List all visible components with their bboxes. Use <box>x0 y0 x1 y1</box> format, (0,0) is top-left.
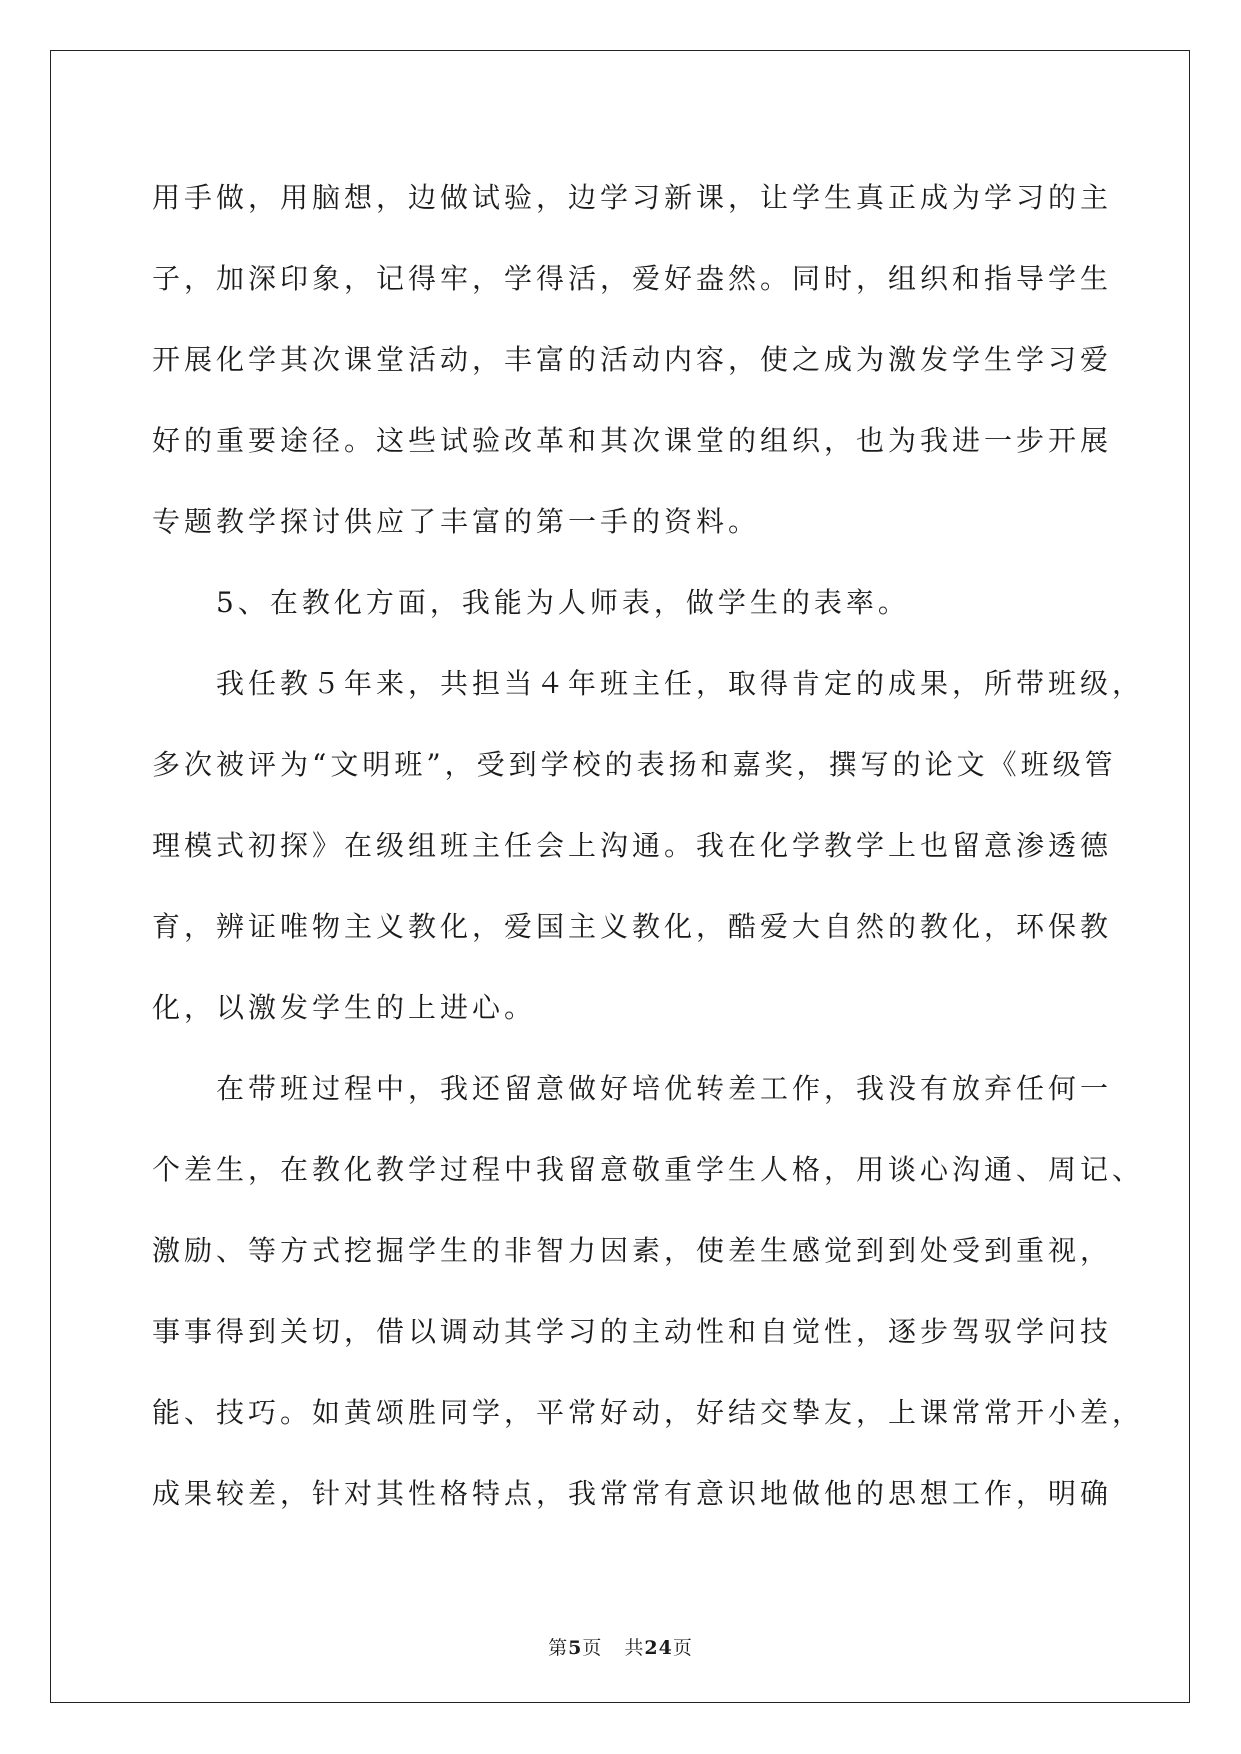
text-line-7: 我任教５年来，共担当４年班主任，取得肯定的成果，所带班级， <box>152 667 1145 700</box>
total-prefix: 共 <box>624 1637 645 1659</box>
text-line-1: 用手做，用脑想，边做试验，边学习新课，让学生真正成为学习的主 <box>152 181 1113 214</box>
total-pages: 24 <box>644 1637 673 1659</box>
text-line-10: 育，辨证唯物主义教化，爱国主义教化，酷爱大自然的教化，环保教 <box>152 910 1113 943</box>
text-line-2: 子，加深印象，记得牢，学得活，爱好盎然。同时，组织和指导学生 <box>152 262 1113 295</box>
total-suffix: 页 <box>672 1637 693 1659</box>
page-suffix: 页 <box>582 1637 603 1659</box>
text-line-12: 在带班过程中，我还留意做好培优转差工作，我没有放弃任何一 <box>152 1072 1113 1105</box>
text-line-6: 5、在教化方面，我能为人师表，做学生的表率。 <box>152 586 910 619</box>
text-line-17: 成果较差，针对其性格特点，我常常有意识地做他的思想工作，明确 <box>152 1477 1113 1510</box>
text-line-15: 事事得到关切，借以调动其学习的主动性和自觉性，逐步驾驭学问技 <box>152 1315 1113 1348</box>
page-number: 5 <box>568 1637 583 1659</box>
text-line-11: 化，以激发学生的上进心。 <box>152 991 537 1024</box>
page-footer <box>0 1633 1241 1660</box>
text-line-3: 开展化学其次课堂活动，丰富的活动内容，使之成为激发学生学习爱 <box>152 343 1113 376</box>
page-prefix: 第 <box>548 1637 569 1659</box>
text-line-5: 专题教学探讨供应了丰富的第一手的资料。 <box>152 505 761 538</box>
document-body <box>152 157 1145 1534</box>
text-line-14: 激励、等方式挖掘学生的非智力因素，使差生感觉到到处受到重视， <box>152 1234 1113 1267</box>
text-line-13: 个差生，在教化教学过程中我留意敬重学生人格，用谈心沟通、周记、 <box>152 1153 1145 1186</box>
text-line-9: 理模式初探》在级组班主任会上沟通。我在化学教学上也留意渗透德 <box>152 829 1113 862</box>
text-line-16: 能、技巧。如黄颂胜同学，平常好动，好结交挚友，上课常常开小差， <box>152 1396 1145 1429</box>
text-line-8: 多次被评为“文明班”，受到学校的表扬和嘉奖，撰写的论文《班级管 <box>152 748 1117 781</box>
text-line-4: 好的重要途径。这些试验改革和其次课堂的组织，也为我进一步开展 <box>152 424 1113 457</box>
